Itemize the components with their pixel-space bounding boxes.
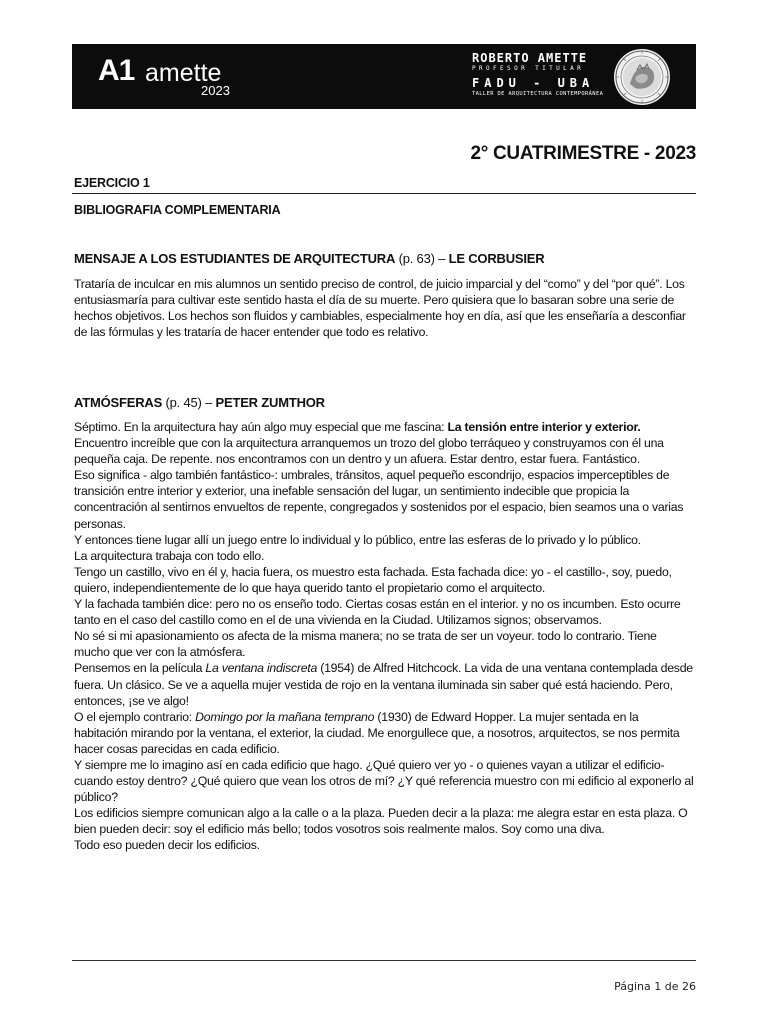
section-dash: – [438, 251, 446, 266]
paragraph: No sé si mi apasionamiento os afecta de la misma manera; no se trata de ser un voyeur. todo lo contrario. Tiene mucho que ver con la atmósfera. [74, 629, 657, 660]
university-seal-icon [613, 48, 671, 106]
section-lecorbusier-text [74, 276, 694, 340]
logo-name: amette [145, 59, 222, 87]
film-title: La ventana indiscreta [205, 661, 318, 676]
header-banner [72, 44, 696, 109]
painting-title: Domingo por la mañana temprano [195, 709, 375, 724]
paragraph: Séptimo. En la arquitectura hay aún algo muy especial que me fascina: La tensión entre interior y exterior. Encuentro increíble que con la arquitectura arranquemos un trozo del globo terráqueo y construyamos con él una pequeña caja. De repente. nos encontramos con un dentro y un afuera. Estar dentro, estar fuera. Fantástico. [74, 420, 664, 467]
section-author: LE CORBUSIER [448, 251, 545, 266]
page-number: Página 1 de 26 [614, 980, 696, 993]
section-zumthor-text [74, 419, 694, 854]
section-author: PETER ZUMTHOR [215, 395, 325, 410]
paragraph: Y la fachada también dice: pero no os enseño todo. Ciertas cosas están en el interior. y no os incumben. Esto ocurre tanto en el caso del castillo como en el de una vivienda en la Ciudad. Utilizamos signos; observamos. [74, 597, 681, 628]
section-page-ref: (p. 45) [165, 395, 202, 410]
professor-title: PROFESOR TITULAR [472, 65, 585, 72]
professor-name: ROBERTO AMETTE [472, 51, 588, 65]
exercise-label: EJERCICIO 1 [74, 176, 150, 190]
logo-year: 2023 [201, 83, 230, 98]
paragraph: Todo eso pueden decir los edificios. [74, 838, 260, 853]
workshop-name: TALLER DE ARQUITECTURA CONTEMPORÁNEA [472, 91, 604, 97]
paragraph: Y siempre me lo imagino así en cada edificio que hago. ¿Qué quiero ver yo - o quienes vayan a utilizar el edificio- cuando estoy dentro? ¿Qué quiero que vean los otros de mí? ¿Y qué referencia muestro con mi edificio al exponerlo al público? [74, 757, 694, 805]
section-lecorbusier-heading [74, 251, 694, 266]
section-title: ATMÓSFERAS [74, 395, 163, 410]
paragraph: La arquitectura trabaja con todo ello. [74, 548, 265, 563]
paragraph: O el ejemplo contrario: Domingo por la mañana temprano (1930) de Edward Hopper. La mujer sentada en la habitación mirando por la ventana, el exterior, la ciudad. Me enorgullece que, a nosotros, arquitectos, se nos permita hacer cosas parecidas en cada edificio. [74, 709, 680, 756]
section-title: MENSAJE A LOS ESTUDIANTES DE ARQUITECTURA [74, 251, 396, 266]
section-dash: – [205, 395, 213, 410]
exercise-divider [72, 193, 696, 194]
section-zumthor-heading [74, 395, 694, 410]
paragraph: Tengo un castillo, vivo en él y, hacia fuera, os muestro esta fachada. Esta fachada dice: yo - el castillo-, soy, puedo, quiero, independientemente de lo que haya querido tanto el propietario como el arquitecto. [74, 564, 672, 595]
course-logo [98, 52, 248, 102]
institution-name: FADU - UBA [472, 76, 595, 90]
paragraph: Pensemos en la película La ventana indiscreta (1954) de Alfred Hitchcock. La vida de una ventana contemplada desde fuera. Un clásico. Se ve a aquella mujer vestida de rojo en la ventana iluminada sin saber qué está haciendo. Pero, entonces, ¡se ve algo! [74, 661, 693, 708]
paragraph: Los edificios siempre comunican algo a la calle o a la plaza. Pueden decir a la plaza: me alegra estar en esta plaza. O bien pueden decir: soy el edificio más bello; todos vosotros sois realmente malos. Soy como una diva. [74, 806, 688, 837]
term-heading: 2° CUATRIMESTRE - 2023 [470, 143, 696, 164]
paragraph: Y entonces tiene lugar allí un juego entre lo individual y lo público, entre las esferas de lo privado y lo público. [74, 532, 641, 547]
paragraph: Trataría de inculcar en mis alumnos un sentido preciso de control, de juicio imparcial y del “como” y del “por qué”. Los entusiasmaría para cultivar este sentido hasta el día de su muerte. Pero quisiera que lo basaran sobre una serie de hechos objetivos. Los hechos son fluidos y cambiables, especialmente hoy en día, así que les enseñaría a desconfiar de las fórmulas y les trataría de hacer entender que todo es relativo. [74, 277, 686, 340]
footer-divider [72, 960, 696, 961]
section-page-ref: (p. 63) [398, 251, 435, 266]
logo-mark: A1 [98, 54, 135, 87]
professor-block [472, 52, 606, 98]
paragraph: Eso significa - algo también fantástico-: umbrales, tránsitos, aquel pequeño escondrijo, espacios imperceptibles de transición entre interior y exterior, una inefable sensación del lugar, un sentimiento indecible que propicia la concentración al sentirnos envueltos de repente, congregados y sostenidos por el espacio, bien seamos una o varias personas. [74, 468, 684, 531]
emphasis-text: La tensión entre interior y exterior. [447, 420, 641, 434]
bibliography-subtitle: BIBLIOGRAFIA COMPLEMENTARIA [74, 203, 281, 217]
